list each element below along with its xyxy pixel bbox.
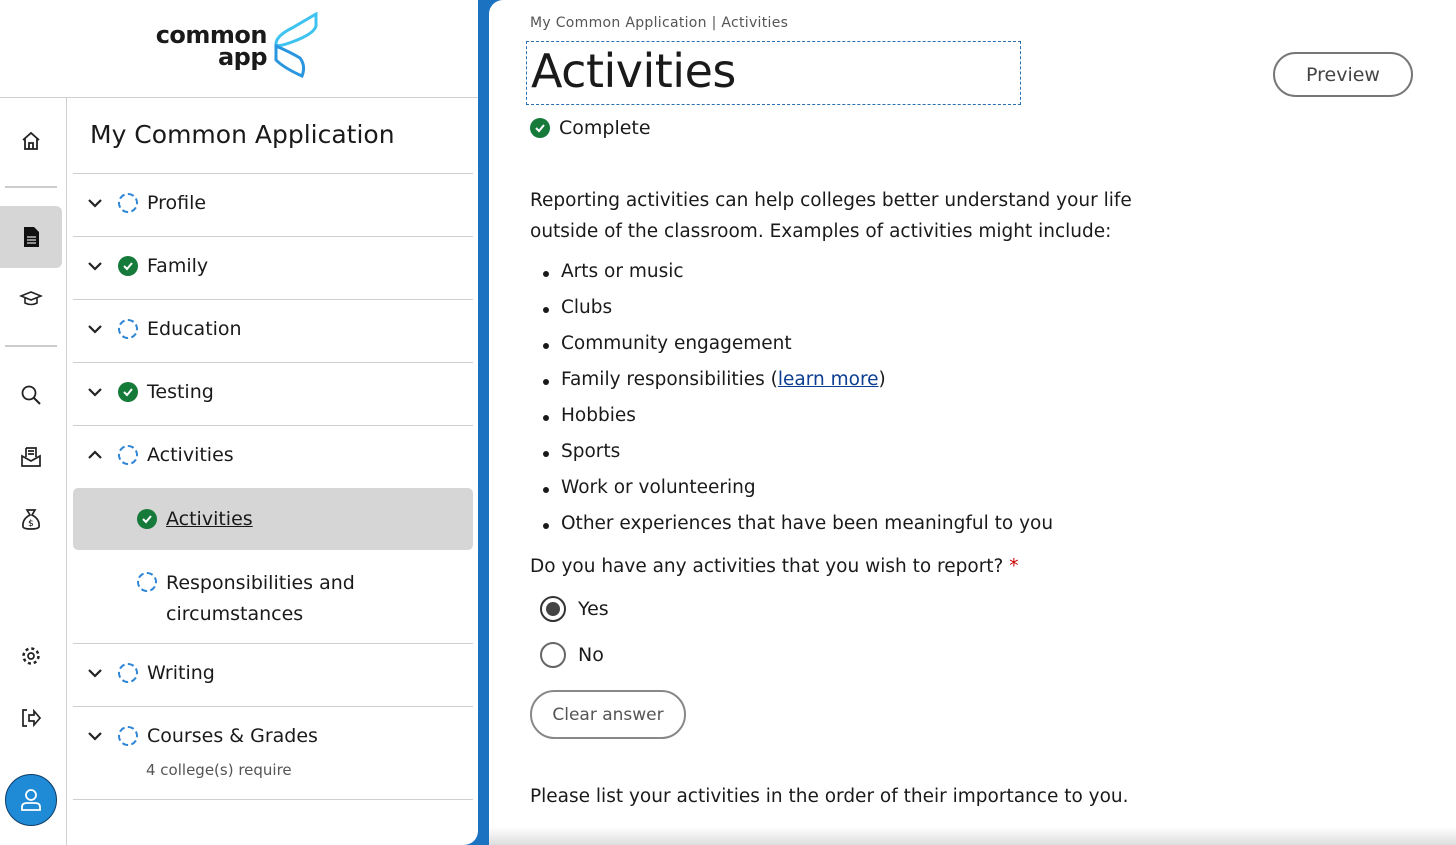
search-icon	[20, 384, 42, 406]
list-item	[543, 477, 756, 498]
divider	[73, 643, 473, 644]
list-item	[543, 513, 1053, 534]
inbox-icon	[20, 446, 42, 468]
graduation-cap-icon	[19, 290, 43, 308]
incomplete-status-icon	[118, 726, 138, 746]
nav-section-testing[interactable]	[73, 381, 473, 403]
money-bag-icon	[20, 507, 42, 531]
settings-button[interactable]	[0, 625, 62, 687]
rail-divider	[5, 345, 57, 347]
label-line: Responsibilities and	[166, 572, 355, 594]
nav-subitem-activities[interactable]	[73, 488, 473, 550]
learn-more-link[interactable]: learn more	[777, 369, 879, 390]
nav-section-label: Writing	[147, 662, 215, 684]
document-icon	[22, 226, 40, 248]
list-item	[543, 405, 636, 426]
incomplete-status-icon	[118, 193, 138, 213]
paren: )	[878, 369, 886, 390]
financial-aid-button[interactable]	[0, 488, 62, 550]
nav-section-writing[interactable]	[73, 662, 473, 684]
chevron-down-icon	[85, 261, 105, 271]
common-app-logo[interactable]	[0, 0, 478, 98]
list-instructions: Please list your activities in the order of their importance to you.	[530, 786, 1129, 807]
home-icon	[20, 130, 42, 152]
complete-check-icon	[530, 118, 550, 138]
logout-icon	[20, 707, 42, 729]
incomplete-status-icon	[118, 445, 138, 465]
chevron-down-icon	[85, 668, 105, 678]
divider	[73, 299, 473, 300]
chevron-down-icon	[85, 387, 105, 397]
complete-check-icon	[118, 382, 138, 402]
nav-subitem-label: Activities	[166, 508, 253, 530]
chevron-down-icon	[85, 324, 105, 334]
breadcrumb: My Common Application | Activities	[530, 15, 789, 31]
divider	[73, 706, 473, 707]
list-item-text: Arts or music	[561, 261, 684, 282]
incomplete-status-icon	[137, 572, 157, 592]
complete-check-icon	[118, 256, 138, 276]
college-search-button[interactable]	[0, 268, 62, 330]
nav-section-label: Activities	[147, 444, 234, 466]
nav-title: My Common Application	[90, 120, 395, 149]
divider	[73, 362, 473, 363]
preview-button[interactable]: Preview	[1273, 52, 1413, 97]
chevron-down-icon	[85, 198, 105, 208]
inbox-button[interactable]	[0, 426, 62, 488]
required-marker: *	[1009, 556, 1019, 577]
intro-text	[530, 185, 1132, 247]
account-avatar[interactable]	[5, 774, 57, 826]
nav-section-family[interactable]	[73, 255, 473, 277]
question-text: Do you have any activities that you wish to report?	[530, 556, 1004, 577]
list-item-text: Hobbies	[561, 405, 636, 426]
radio-selected-icon[interactable]	[540, 596, 566, 622]
radio-unselected-icon[interactable]	[540, 642, 566, 668]
list-item-text: Work or volunteering	[561, 477, 756, 498]
list-item-text: Sports	[561, 441, 621, 462]
divider	[73, 799, 473, 800]
list-item-text: Community engagement	[561, 333, 792, 354]
logo-text	[155, 21, 267, 71]
incomplete-status-icon	[118, 663, 138, 683]
list-item	[543, 297, 612, 318]
chevron-down-icon	[85, 731, 105, 741]
radio-yes[interactable]	[540, 596, 609, 622]
nav-section-label: Testing	[147, 381, 214, 403]
list-item-text: Family responsibilities (	[561, 369, 778, 390]
complete-check-icon	[137, 509, 157, 529]
svg-text:$: $	[28, 519, 34, 529]
logo-line1: common	[155, 21, 267, 49]
nav-section-profile[interactable]	[73, 192, 473, 214]
divider	[73, 236, 473, 237]
nav-section-label: Profile	[147, 192, 207, 214]
rail-divider	[5, 186, 57, 188]
status-badge	[530, 117, 651, 139]
intro-line: outside of the classroom. Examples of activities might include:	[530, 221, 1112, 242]
list-item	[543, 369, 886, 390]
nav-section-label: Courses & Grades	[147, 725, 318, 747]
home-button[interactable]	[0, 110, 62, 172]
icon-rail	[0, 98, 67, 845]
list-item-text: Other experiences that have been meaningful to you	[561, 513, 1054, 534]
intro-line: Reporting activities can help colleges better understand your life	[530, 190, 1132, 211]
radio-no[interactable]	[540, 642, 604, 668]
search-button[interactable]	[0, 364, 62, 426]
list-item	[543, 441, 620, 462]
sign-out-button[interactable]	[0, 687, 62, 749]
clear-answer-button[interactable]: Clear answer	[530, 690, 686, 739]
requirement-note: 4 college(s) require	[146, 761, 292, 779]
nav-section-label: Family	[147, 255, 209, 277]
main-content	[489, 0, 1456, 845]
list-item	[543, 333, 792, 354]
radio-label: No	[578, 644, 604, 666]
chevron-up-icon	[85, 450, 105, 460]
question-label	[530, 551, 1019, 582]
nav-section-activities[interactable]	[73, 444, 473, 466]
sidebar	[0, 0, 478, 845]
nav-subitem-label	[166, 568, 355, 630]
radio-label: Yes	[578, 598, 609, 620]
list-item-text: Clubs	[561, 297, 613, 318]
scroll-shadow	[489, 827, 1456, 845]
title-focus-box	[526, 41, 1021, 105]
nav-section-education[interactable]	[73, 318, 473, 340]
page-title: Activities	[531, 44, 736, 98]
divider	[73, 425, 473, 426]
logo-line2: app	[217, 43, 267, 71]
logo-mark-icon	[270, 12, 320, 78]
label-line: circumstances	[166, 603, 304, 625]
gear-icon	[20, 645, 42, 667]
user-icon	[20, 788, 42, 812]
list-item	[543, 261, 684, 282]
my-application-button[interactable]	[0, 206, 62, 268]
nav-subitem-responsibilities[interactable]	[73, 568, 473, 630]
status-text: Complete	[559, 117, 651, 139]
nav-section-label: Education	[147, 318, 242, 340]
incomplete-status-icon	[118, 319, 138, 339]
divider	[73, 173, 473, 174]
nav-section-courses-grades[interactable]	[73, 725, 473, 747]
